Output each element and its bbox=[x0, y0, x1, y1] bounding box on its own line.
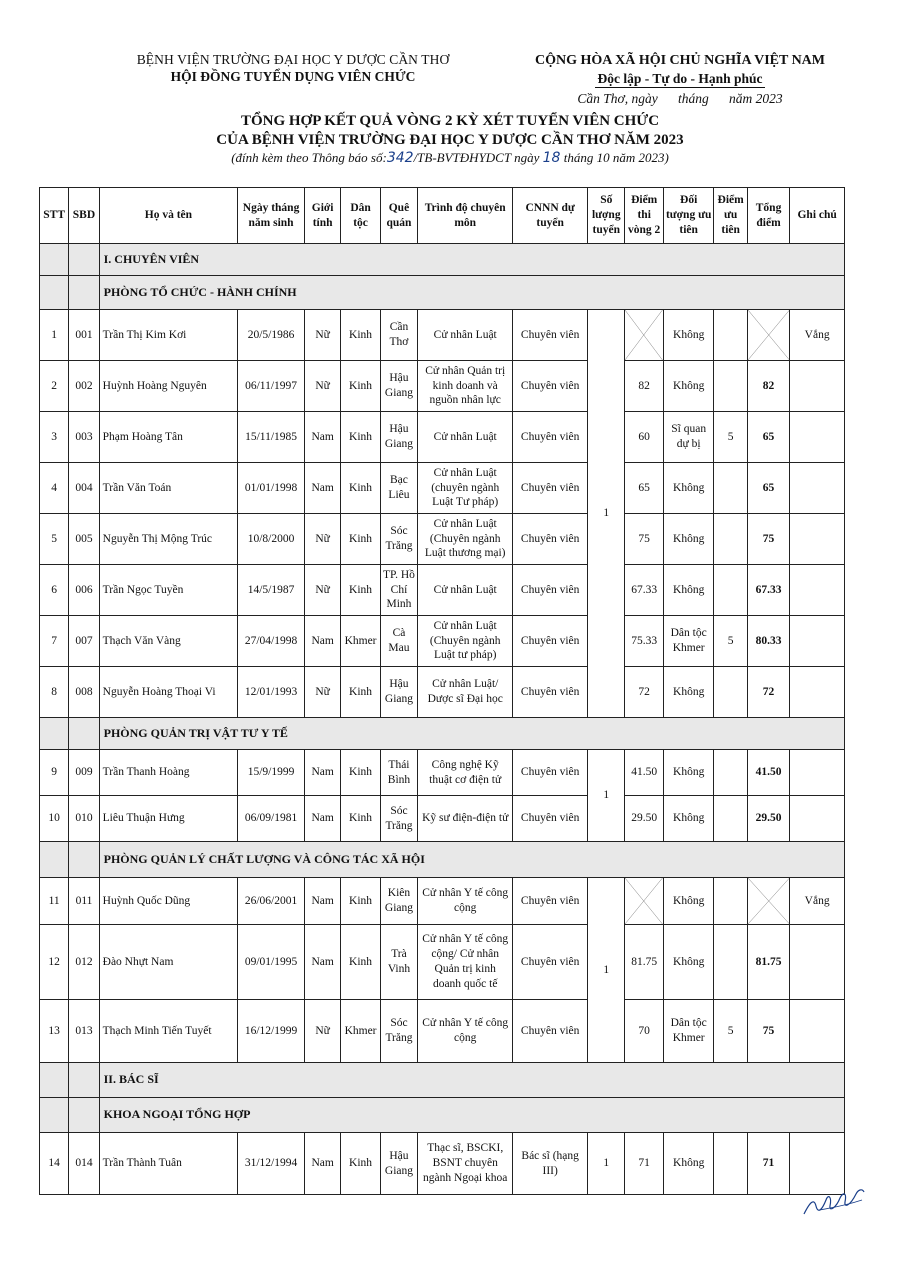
cell-total: 71 bbox=[747, 1133, 789, 1195]
cell-stt: 10 bbox=[40, 796, 69, 842]
table-row bbox=[40, 514, 845, 565]
cell-stt: 8 bbox=[40, 667, 69, 718]
cell-score: 72 bbox=[625, 667, 663, 718]
cell-position: Chuyên viên bbox=[513, 1000, 588, 1063]
cell-hometown: Bạc Liêu bbox=[380, 463, 417, 514]
results-table bbox=[39, 187, 845, 1195]
cell-dob: 15/9/1999 bbox=[238, 750, 305, 796]
col-dob: Ngày tháng năm sinh bbox=[238, 188, 305, 244]
col-hometown: Quê quán bbox=[380, 188, 417, 244]
cell-position: Chuyên viên bbox=[513, 750, 588, 796]
cell-gender: Nam bbox=[304, 1133, 340, 1195]
cell-note bbox=[790, 667, 845, 718]
cell-priority: Không bbox=[663, 925, 714, 1000]
cell-gender: Nữ bbox=[304, 514, 340, 565]
cell-priority: Không bbox=[663, 878, 714, 925]
motto-text: Độc lập - Tự do - Hạnh phúc bbox=[597, 71, 763, 86]
cell-hometown: TP. Hồ Chí Minh bbox=[380, 565, 417, 616]
cell-gender: Nam bbox=[304, 925, 340, 1000]
col-ethnic: Dân tộc bbox=[341, 188, 380, 244]
table-row bbox=[40, 565, 845, 616]
section-row bbox=[40, 1063, 845, 1098]
cell-hometown: Kiên Giang bbox=[380, 878, 417, 925]
cell-bonus bbox=[714, 796, 747, 842]
cell-total: 80.33 bbox=[747, 616, 789, 667]
doc-reference-note bbox=[0, 150, 900, 166]
table-row bbox=[40, 667, 845, 718]
cell-hometown: Hậu Giang bbox=[380, 667, 417, 718]
cell-stt: 9 bbox=[40, 750, 69, 796]
cell-position: Bác sĩ (hạng III) bbox=[513, 1133, 588, 1195]
cell-score: 75 bbox=[625, 514, 663, 565]
table-row bbox=[40, 878, 845, 925]
table-header-row bbox=[40, 188, 845, 244]
cell-dob: 20/5/1986 bbox=[238, 310, 305, 361]
cell-dob: 14/5/1987 bbox=[238, 565, 305, 616]
cell-note bbox=[790, 463, 845, 514]
cell-score: 65 bbox=[625, 463, 663, 514]
cell-dob: 31/12/1994 bbox=[238, 1133, 305, 1195]
col-note: Ghi chú bbox=[790, 188, 845, 244]
cell-qualification: Cử nhân Luật bbox=[418, 310, 513, 361]
cell-hometown: Hậu Giang bbox=[380, 1133, 417, 1195]
cell-qualification: Cử nhân Y tế công cộng bbox=[418, 878, 513, 925]
cell-priority: Không bbox=[663, 565, 714, 616]
cell-total: 65 bbox=[747, 463, 789, 514]
cell-stt: 4 bbox=[40, 463, 69, 514]
cell-ethnic: Kinh bbox=[341, 750, 380, 796]
nation-name: CỘNG HÒA XÃ HỘI CHỦ NGHĨA VIỆT NAM bbox=[534, 53, 825, 68]
nation-header bbox=[515, 53, 845, 107]
section-row bbox=[40, 244, 845, 276]
cell-sbd: 011 bbox=[69, 878, 99, 925]
cell-bonus: 5 bbox=[714, 616, 747, 667]
cell-stt: 3 bbox=[40, 412, 69, 463]
cell-quota: 1 bbox=[588, 310, 625, 718]
cell-priority: Không bbox=[663, 514, 714, 565]
cell-total: 75 bbox=[747, 514, 789, 565]
notice-number: 342 bbox=[386, 150, 414, 166]
cell-score: 70 bbox=[625, 1000, 663, 1063]
table-row bbox=[40, 361, 845, 412]
cell-ethnic: Kinh bbox=[341, 463, 380, 514]
cell-score: 29.50 bbox=[625, 796, 663, 842]
cell-note bbox=[790, 361, 845, 412]
cell-dob: 15/11/1985 bbox=[238, 412, 305, 463]
cell-name: Nguyễn Hoàng Thoại Vi bbox=[99, 667, 238, 718]
cell-dob: 06/09/1981 bbox=[238, 796, 305, 842]
col-priority: Đối tượng ưu tiên bbox=[663, 188, 714, 244]
cross-out-mark bbox=[625, 310, 662, 360]
cell-qualification: Thạc sĩ, BSCKI, BSNT chuyên ngành Ngoại khoa bbox=[418, 1133, 513, 1195]
hospital-name: BỆNH VIỆN TRƯỜNG ĐẠI HỌC Y DƯỢC CẦN THƠ bbox=[136, 52, 450, 67]
department-row bbox=[40, 1098, 845, 1133]
cell-sbd: 013 bbox=[69, 1000, 99, 1063]
cell-ethnic: Kinh bbox=[341, 361, 380, 412]
cell-note: Vắng bbox=[790, 310, 845, 361]
cell-position: Chuyên viên bbox=[513, 925, 588, 1000]
cell-bonus bbox=[714, 667, 747, 718]
cell-name: Trần Ngọc Tuyền bbox=[99, 565, 238, 616]
council-name: HỘI ĐỒNG TUYỂN DỤNG VIÊN CHỨC bbox=[170, 69, 416, 84]
note-before: (đính kèm theo Thông báo số: bbox=[231, 150, 387, 165]
cell-stt: 1 bbox=[40, 310, 69, 361]
cell-ethnic: Kinh bbox=[341, 925, 380, 1000]
cell-bonus bbox=[714, 463, 747, 514]
cell-gender: Nam bbox=[304, 796, 340, 842]
table-row bbox=[40, 412, 845, 463]
cell-dob: 27/04/1998 bbox=[238, 616, 305, 667]
cell-sbd: 003 bbox=[69, 412, 99, 463]
cell-score-crossed bbox=[625, 310, 663, 361]
cell-total: 82 bbox=[747, 361, 789, 412]
cell-stt: 14 bbox=[40, 1133, 69, 1195]
cell-total: 65 bbox=[747, 412, 789, 463]
cell-sbd: 008 bbox=[69, 667, 99, 718]
table-row bbox=[40, 1000, 845, 1063]
col-sbd: SBD bbox=[69, 188, 99, 244]
cell-hometown: Sóc Trăng bbox=[380, 1000, 417, 1063]
cell-note bbox=[790, 616, 845, 667]
cross-out-mark bbox=[625, 878, 662, 924]
organization-header bbox=[118, 52, 468, 85]
cell-note: Vắng bbox=[790, 878, 845, 925]
cell-dob: 12/01/1993 bbox=[238, 667, 305, 718]
cell-hometown: Cần Thơ bbox=[380, 310, 417, 361]
cell-sbd: 006 bbox=[69, 565, 99, 616]
cell-qualification: Cử nhân Luật (Chuyên ngành Luật thương mại) bbox=[418, 514, 513, 565]
cell-priority: Không bbox=[663, 310, 714, 361]
cell-name: Thạch Văn Vàng bbox=[99, 616, 238, 667]
cell-ethnic: Kinh bbox=[341, 565, 380, 616]
cell-score: 75.33 bbox=[625, 616, 663, 667]
cell-stt: 11 bbox=[40, 878, 69, 925]
cell-total: 81.75 bbox=[747, 925, 789, 1000]
cell-position: Chuyên viên bbox=[513, 667, 588, 718]
motto bbox=[515, 71, 845, 87]
table-row bbox=[40, 463, 845, 514]
cell-bonus bbox=[714, 310, 747, 361]
cell-gender: Nữ bbox=[304, 310, 340, 361]
cell-priority: Dân tộc Khmer bbox=[663, 1000, 714, 1063]
section-title: I. CHUYÊN VIÊN bbox=[99, 244, 844, 276]
col-quota: Số lượng tuyển bbox=[588, 188, 625, 244]
cell-qualification: Kỹ sư điện-điện tử bbox=[418, 796, 513, 842]
cell-name: Huỳnh Quốc Dũng bbox=[99, 878, 238, 925]
cell-qualification: Cử nhân Luật (Chuyên ngành Luật tư pháp) bbox=[418, 616, 513, 667]
cell-quota: 1 bbox=[588, 1133, 625, 1195]
cross-out-mark bbox=[748, 310, 789, 360]
cell-stt: 12 bbox=[40, 925, 69, 1000]
cell-qualification: Cử nhân Luật/ Dược sĩ Đại học bbox=[418, 667, 513, 718]
cell-bonus bbox=[714, 878, 747, 925]
cell-name: Trần Thị Kim Kơi bbox=[99, 310, 238, 361]
cell-gender: Nữ bbox=[304, 361, 340, 412]
cell-hometown: Sóc Trăng bbox=[380, 796, 417, 842]
cell-quota: 1 bbox=[588, 878, 625, 1063]
cell-sbd: 010 bbox=[69, 796, 99, 842]
cell-name: Đào Nhựt Nam bbox=[99, 925, 238, 1000]
cell-score: 82 bbox=[625, 361, 663, 412]
cell-note bbox=[790, 796, 845, 842]
cell-name: Trần Thanh Hoàng bbox=[99, 750, 238, 796]
doc-title-line1: TỔNG HỢP KẾT QUẢ VÒNG 2 KỲ XÉT TUYỂN VIÊN CHỨC bbox=[240, 113, 660, 129]
cell-bonus bbox=[714, 750, 747, 796]
cell-score: 41.50 bbox=[625, 750, 663, 796]
cell-ethnic: Kinh bbox=[341, 878, 380, 925]
cell-total: 41.50 bbox=[747, 750, 789, 796]
cell-qualification: Cử nhân Y tế công cộng bbox=[418, 1000, 513, 1063]
cell-total-crossed bbox=[747, 878, 789, 925]
cell-priority: Không bbox=[663, 667, 714, 718]
table-row bbox=[40, 750, 845, 796]
cell-ethnic: Kinh bbox=[341, 667, 380, 718]
cell-dob: 09/01/1995 bbox=[238, 925, 305, 1000]
cell-position: Chuyên viên bbox=[513, 361, 588, 412]
cell-ethnic: Khmer bbox=[341, 616, 380, 667]
place-date: Cần Thơ, ngày tháng năm 2023 bbox=[577, 91, 783, 106]
cell-name: Nguyễn Thị Mộng Trúc bbox=[99, 514, 238, 565]
department-row bbox=[40, 718, 845, 750]
col-stt: STT bbox=[40, 188, 69, 244]
cell-gender: Nam bbox=[304, 878, 340, 925]
cell-qualification: Cử nhân Quản trị kinh doanh và nguồn nhân lực bbox=[418, 361, 513, 412]
cell-position: Chuyên viên bbox=[513, 796, 588, 842]
notice-day: 18 bbox=[542, 150, 561, 166]
cell-gender: Nam bbox=[304, 616, 340, 667]
cell-note bbox=[790, 1000, 845, 1063]
cell-name: Trần Văn Toán bbox=[99, 463, 238, 514]
cell-ethnic: Kinh bbox=[341, 310, 380, 361]
cell-gender: Nam bbox=[304, 750, 340, 796]
cell-priority: Không bbox=[663, 361, 714, 412]
doc-title-line2: CỦA BỆNH VIỆN TRƯỜNG ĐẠI HỌC Y DƯỢC CẦN THƠ NĂM 2023 bbox=[216, 132, 684, 148]
cell-name: Trần Thành Tuân bbox=[99, 1133, 238, 1195]
cell-stt: 13 bbox=[40, 1000, 69, 1063]
cell-ethnic: Khmer bbox=[341, 1000, 380, 1063]
cell-total: 67.33 bbox=[747, 565, 789, 616]
results-table-wrap bbox=[39, 187, 845, 1195]
cell-ethnic: Kinh bbox=[341, 1133, 380, 1195]
cell-total: 75 bbox=[747, 1000, 789, 1063]
cell-qualification: Cử nhân Luật bbox=[418, 565, 513, 616]
cell-dob: 10/8/2000 bbox=[238, 514, 305, 565]
cell-sbd: 007 bbox=[69, 616, 99, 667]
cell-bonus bbox=[714, 1133, 747, 1195]
cell-hometown: Hậu Giang bbox=[380, 412, 417, 463]
cell-dob: 06/11/1997 bbox=[238, 361, 305, 412]
cell-total: 72 bbox=[747, 667, 789, 718]
col-name: Họ và tên bbox=[99, 188, 238, 244]
cell-qualification: Công nghệ Kỹ thuật cơ điện tử bbox=[418, 750, 513, 796]
cell-note bbox=[790, 565, 845, 616]
cell-score: 71 bbox=[625, 1133, 663, 1195]
cell-position: Chuyên viên bbox=[513, 616, 588, 667]
cell-hometown: Sóc Trăng bbox=[380, 514, 417, 565]
cell-position: Chuyên viên bbox=[513, 463, 588, 514]
department-row bbox=[40, 842, 845, 878]
table-row bbox=[40, 925, 845, 1000]
cell-bonus: 5 bbox=[714, 1000, 747, 1063]
cell-sbd: 012 bbox=[69, 925, 99, 1000]
col-gender: Giới tính bbox=[304, 188, 340, 244]
cell-bonus bbox=[714, 565, 747, 616]
cell-gender: Nữ bbox=[304, 1000, 340, 1063]
table-row bbox=[40, 616, 845, 667]
department-title: PHÒNG QUẢN TRỊ VẬT TƯ Y TẾ bbox=[99, 718, 844, 750]
cell-gender: Nam bbox=[304, 412, 340, 463]
cell-stt: 6 bbox=[40, 565, 69, 616]
cell-name: Liêu Thuận Hưng bbox=[99, 796, 238, 842]
cell-priority: Không bbox=[663, 1133, 714, 1195]
col-bonus: Điểm ưu tiên bbox=[714, 188, 747, 244]
cell-note bbox=[790, 514, 845, 565]
cell-qualification: Cử nhân Luật bbox=[418, 412, 513, 463]
cell-dob: 16/12/1999 bbox=[238, 1000, 305, 1063]
department-row bbox=[40, 276, 845, 310]
table-row bbox=[40, 796, 845, 842]
cell-hometown: Hậu Giang bbox=[380, 361, 417, 412]
department-title: PHÒNG TỔ CHỨC - HÀNH CHÍNH bbox=[99, 276, 844, 310]
section-title: II. BÁC SĨ bbox=[99, 1063, 844, 1098]
cell-ethnic: Kinh bbox=[341, 514, 380, 565]
cell-position: Chuyên viên bbox=[513, 514, 588, 565]
cell-priority: Sĩ quan dự bị bbox=[663, 412, 714, 463]
cell-note bbox=[790, 412, 845, 463]
department-title: KHOA NGOẠI TỔNG HỢP bbox=[99, 1098, 844, 1133]
cell-ethnic: Kinh bbox=[341, 412, 380, 463]
cell-quota: 1 bbox=[588, 750, 625, 842]
cell-priority: Không bbox=[663, 796, 714, 842]
cell-bonus bbox=[714, 361, 747, 412]
cell-sbd: 014 bbox=[69, 1133, 99, 1195]
cell-note bbox=[790, 925, 845, 1000]
cell-sbd: 001 bbox=[69, 310, 99, 361]
cell-score-crossed bbox=[625, 878, 663, 925]
cell-dob: 26/06/2001 bbox=[238, 878, 305, 925]
cell-total-crossed bbox=[747, 310, 789, 361]
note-after: tháng 10 năm 2023) bbox=[563, 150, 669, 165]
cell-hometown: Cà Mau bbox=[380, 616, 417, 667]
cell-sbd: 009 bbox=[69, 750, 99, 796]
cross-out-mark bbox=[748, 878, 789, 924]
cell-gender: Nữ bbox=[304, 667, 340, 718]
department-title: PHÒNG QUẢN LÝ CHẤT LƯỢNG VÀ CÔNG TÁC XÃ HỘI bbox=[99, 842, 844, 878]
signature-mark bbox=[800, 1180, 870, 1225]
cell-total: 29.50 bbox=[747, 796, 789, 842]
cell-position: Chuyên viên bbox=[513, 310, 588, 361]
cell-name: Phạm Hoàng Tân bbox=[99, 412, 238, 463]
cell-sbd: 004 bbox=[69, 463, 99, 514]
col-qualification: Trình độ chuyên môn bbox=[418, 188, 513, 244]
cell-name: Huỳnh Hoàng Nguyên bbox=[99, 361, 238, 412]
cell-stt: 5 bbox=[40, 514, 69, 565]
note-middle: /TB-BVTĐHYDCT ngày bbox=[413, 150, 540, 165]
cell-dob: 01/01/1998 bbox=[238, 463, 305, 514]
cell-qualification: Cử nhân Luật (chuyên ngành Luật Tư pháp) bbox=[418, 463, 513, 514]
cell-gender: Nam bbox=[304, 463, 340, 514]
cell-score: 67.33 bbox=[625, 565, 663, 616]
cell-stt: 7 bbox=[40, 616, 69, 667]
cell-bonus: 5 bbox=[714, 412, 747, 463]
cell-ethnic: Kinh bbox=[341, 796, 380, 842]
cell-name: Thạch Minh Tiến Tuyết bbox=[99, 1000, 238, 1063]
cell-hometown: Trà Vinh bbox=[380, 925, 417, 1000]
cell-bonus bbox=[714, 514, 747, 565]
col-score: Điểm thi vòng 2 bbox=[625, 188, 663, 244]
cell-hometown: Thái Bình bbox=[380, 750, 417, 796]
cell-position: Chuyên viên bbox=[513, 412, 588, 463]
cell-sbd: 005 bbox=[69, 514, 99, 565]
cell-sbd: 002 bbox=[69, 361, 99, 412]
cell-stt: 2 bbox=[40, 361, 69, 412]
cell-position: Chuyên viên bbox=[513, 878, 588, 925]
cell-position: Chuyên viên bbox=[513, 565, 588, 616]
table-row bbox=[40, 1133, 845, 1195]
cell-priority: Không bbox=[663, 750, 714, 796]
table-row bbox=[40, 310, 845, 361]
cell-score: 60 bbox=[625, 412, 663, 463]
cell-priority: Không bbox=[663, 463, 714, 514]
cell-priority: Dân tộc Khmer bbox=[663, 616, 714, 667]
cell-score: 81.75 bbox=[625, 925, 663, 1000]
cell-gender: Nữ bbox=[304, 565, 340, 616]
cell-qualification: Cử nhân Y tế công cộng/ Cử nhân Quản trị kinh doanh quốc tế bbox=[418, 925, 513, 1000]
col-position: CNNN dự tuyển bbox=[513, 188, 588, 244]
col-total: Tổng điểm bbox=[747, 188, 789, 244]
cell-note bbox=[790, 750, 845, 796]
cell-bonus bbox=[714, 925, 747, 1000]
